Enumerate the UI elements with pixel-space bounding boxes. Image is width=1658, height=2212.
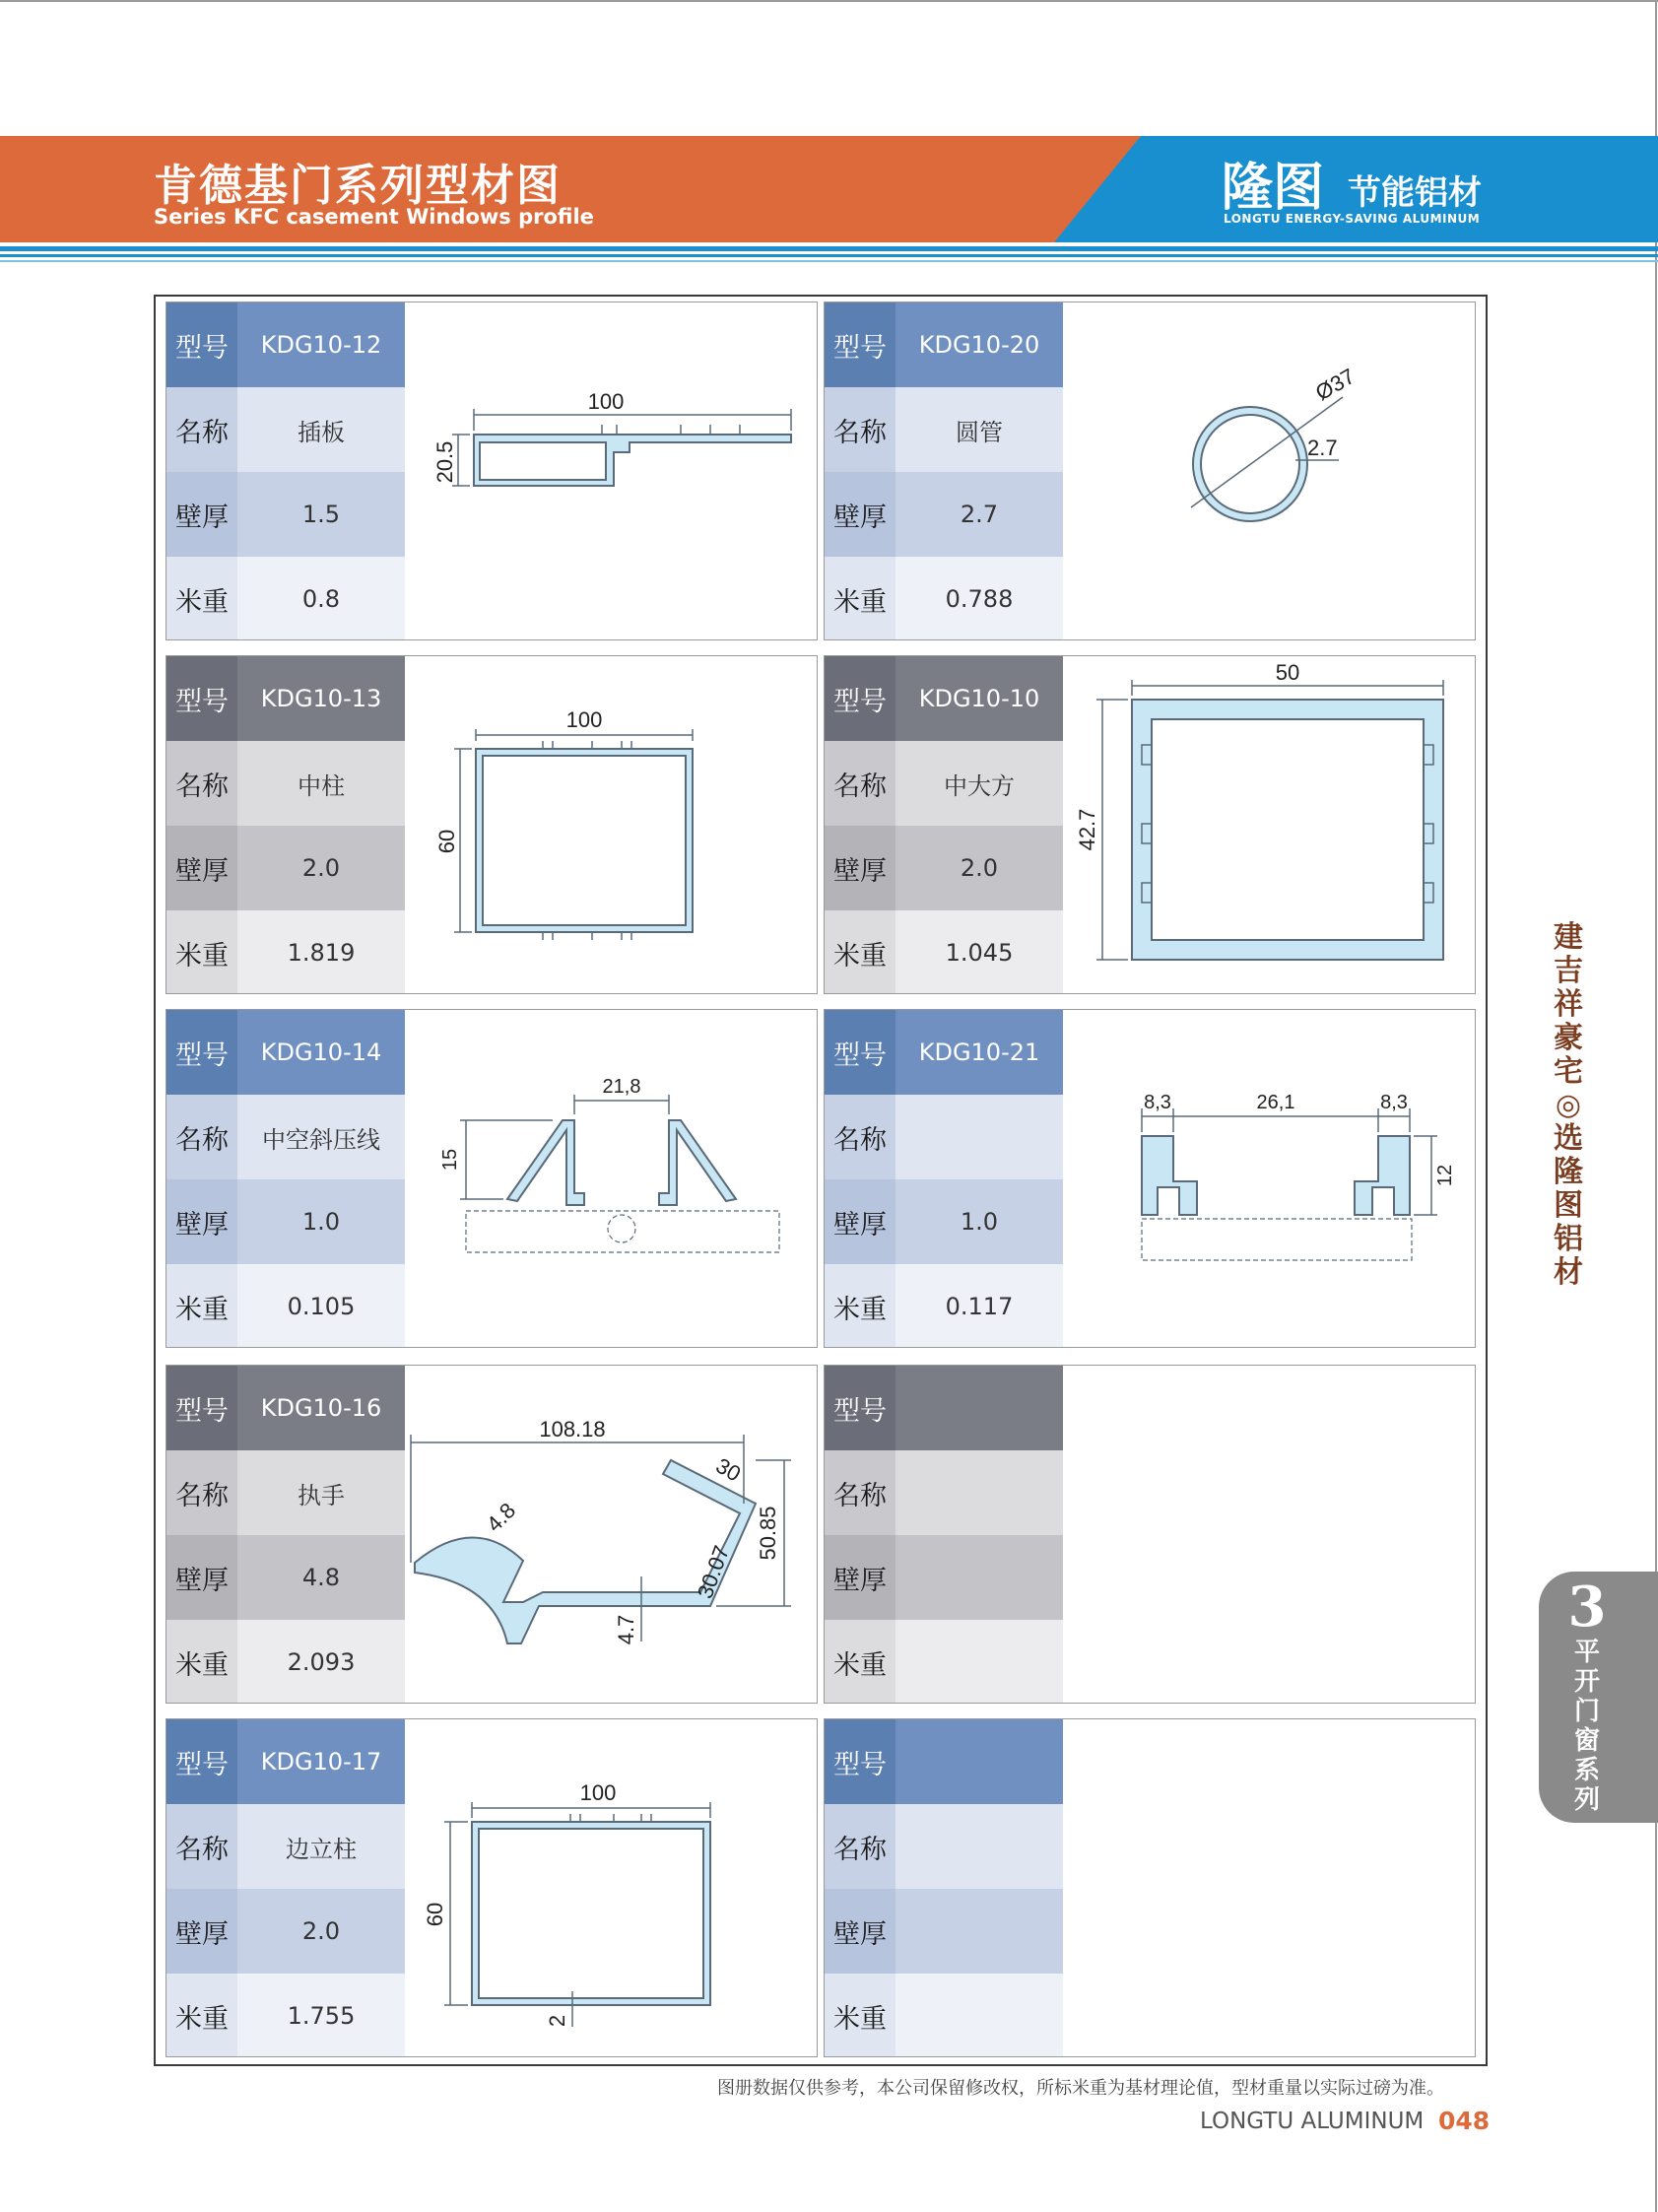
dim-top: 30: [711, 1452, 746, 1487]
name-value: [895, 1450, 1063, 1535]
profile-card: [824, 302, 1476, 640]
model-label: 型号: [166, 1366, 237, 1450]
dim-width: 100: [565, 707, 603, 732]
dim-middle: 26,1: [1256, 1092, 1295, 1113]
brand-logo-name: 隆图: [1222, 159, 1325, 218]
thickness-value: 1.0: [895, 1179, 1063, 1264]
dim-height: 50.85: [756, 1506, 780, 1561]
profile-drawing: [1063, 302, 1476, 640]
weight-label: 米重: [166, 1264, 237, 1348]
section-tab-number: 3: [1567, 1575, 1607, 1640]
dim-width: 50: [1275, 660, 1300, 685]
weight-value: 1.045: [895, 910, 1063, 994]
thickness-label: 壁厚: [166, 1535, 237, 1620]
thickness-label: 壁厚: [825, 1889, 895, 1974]
name-value: 边立柱: [237, 1804, 405, 1889]
profile-drawing: [405, 302, 818, 640]
dim-height: 15: [439, 1148, 461, 1172]
thickness-value: 1.5: [237, 472, 405, 557]
thickness-label: 壁厚: [166, 472, 237, 557]
model-value: KDG10-21: [895, 1010, 1063, 1095]
profile-card: [824, 655, 1476, 994]
thickness-label: 壁厚: [825, 1179, 895, 1264]
model-label: 型号: [825, 656, 895, 741]
model-label: 型号: [825, 1366, 895, 1450]
section-tab-label: 平开门窗系列: [1573, 1638, 1600, 1815]
name-label: 名称: [166, 741, 237, 826]
dim-width: 100: [587, 389, 625, 414]
name-value: 中柱: [237, 741, 405, 826]
weight-value: 1.819: [237, 910, 405, 994]
profile-card: [166, 1009, 818, 1348]
name-value: 执手: [237, 1450, 405, 1535]
footer-brand: LONGTU ALUMINUM: [1200, 2109, 1425, 2134]
name-value: 插板: [237, 387, 405, 472]
weight-value: [895, 1620, 1063, 1704]
profile-card: [166, 1718, 818, 2057]
profile-card: [166, 655, 818, 994]
weight-value: 0.788: [895, 557, 1063, 640]
weight-label: 米重: [825, 557, 895, 640]
dim-height: 60: [423, 1902, 447, 1927]
thickness-value: 1.0: [237, 1179, 405, 1264]
weight-value: 0.117: [895, 1264, 1063, 1348]
thickness-value: [895, 1889, 1063, 1974]
dim-wall: 2.7: [1307, 436, 1338, 460]
weight-label: 米重: [166, 1974, 237, 2057]
model-value: KDG10-14: [237, 1010, 405, 1095]
thickness-label: 壁厚: [166, 1179, 237, 1264]
page-title: 肯德基门系列型材图: [154, 161, 562, 211]
model-value: [895, 1366, 1063, 1450]
dim-bottom: 4.7: [614, 1614, 638, 1645]
weight-value: 0.8: [237, 557, 405, 640]
profile-drawing: [405, 1366, 818, 1704]
name-value: 中空斜压线: [237, 1095, 405, 1179]
weight-label: 米重: [825, 1974, 895, 2057]
page-number: 048: [1438, 2107, 1491, 2135]
brand-tagline: 节能铝材: [1348, 173, 1482, 213]
thickness-value: 2.0: [237, 1889, 405, 1974]
dim-height: 20.5: [432, 440, 457, 484]
model-value: KDG10-20: [895, 302, 1063, 387]
profile-drawing: [405, 1719, 818, 2057]
thickness-value: 2.0: [237, 826, 405, 910]
model-label: 型号: [825, 1010, 895, 1095]
brand-english: LONGTU ENERGY-SAVING ALUMINUM: [1224, 212, 1481, 226]
thickness-label: 壁厚: [825, 826, 895, 910]
weight-label: 米重: [825, 1264, 895, 1348]
name-value: 中大方: [895, 741, 1063, 826]
model-label: 型号: [166, 1010, 237, 1095]
model-value: KDG10-10: [895, 656, 1063, 741]
weight-value: 2.093: [237, 1620, 405, 1704]
profile-drawing: [1063, 1366, 1476, 1704]
name-label: 名称: [166, 1095, 237, 1179]
thickness-label: 壁厚: [166, 1889, 237, 1974]
weight-label: 米重: [166, 557, 237, 640]
dim-left: 8,3: [1144, 1092, 1171, 1113]
model-label: 型号: [825, 302, 895, 387]
dim-width: 21,8: [602, 1076, 641, 1098]
dim-width: 108.18: [539, 1417, 606, 1441]
model-value: KDG10-12: [237, 302, 405, 387]
model-value: KDG10-13: [237, 656, 405, 741]
profile-card: [166, 302, 818, 640]
model-value: KDG10-16: [237, 1366, 405, 1450]
dim-diag: 30.07: [692, 1542, 735, 1602]
weight-label: 米重: [825, 910, 895, 994]
weight-label: 米重: [166, 910, 237, 994]
thickness-value: [895, 1535, 1063, 1620]
profile-drawing: [1063, 1010, 1476, 1348]
model-label: 型号: [166, 302, 237, 387]
name-label: 名称: [825, 1095, 895, 1179]
model-value: KDG10-17: [237, 1719, 405, 1804]
name-label: 名称: [825, 1804, 895, 1889]
dim-right: 8,3: [1380, 1092, 1408, 1113]
weight-label: 米重: [825, 1620, 895, 1704]
dim-wall: 4.8: [481, 1498, 521, 1537]
dim-height: 12: [1434, 1164, 1456, 1187]
page-border-top: [0, 0, 1658, 2]
name-label: 名称: [825, 741, 895, 826]
dim-diameter: Ø37: [1311, 363, 1360, 406]
profile-card: [824, 1009, 1476, 1348]
profile-card: [166, 1365, 818, 1704]
thickness-label: 壁厚: [825, 472, 895, 557]
name-value: [895, 1095, 1063, 1179]
name-label: 名称: [166, 1450, 237, 1535]
name-label: 名称: [825, 387, 895, 472]
thickness-value: 2.0: [895, 826, 1063, 910]
thickness-label: 壁厚: [825, 1535, 895, 1620]
weight-value: 1.755: [237, 1974, 405, 2057]
header-stripe: [0, 260, 1658, 262]
footer-disclaimer: 图册数据仅供参考，本公司保留修改权，所标米重为基材理论值，型材重量以实际过磅为准。: [717, 2078, 1444, 2099]
model-label: 型号: [166, 1719, 237, 1804]
header-stripe: [0, 246, 1658, 251]
profile-drawing: [1063, 1719, 1476, 2057]
dim-width: 100: [579, 1780, 617, 1805]
name-label: 名称: [166, 387, 237, 472]
profile-drawing: [405, 656, 818, 994]
weight-value: [895, 1974, 1063, 2057]
profile-drawing: [405, 1010, 818, 1348]
side-slogan: 建吉祥豪宅◎选隆图铝材: [1554, 920, 1583, 1290]
thickness-value: 4.8: [237, 1535, 405, 1620]
profile-card: [824, 1718, 1476, 2057]
model-value: [895, 1719, 1063, 1804]
dim-wall: 2: [545, 2014, 569, 2028]
page-border-right: [1655, 0, 1657, 2212]
thickness-label: 壁厚: [166, 826, 237, 910]
name-label: 名称: [825, 1450, 895, 1535]
profile-card: [824, 1365, 1476, 1704]
name-value: 圆管: [895, 387, 1063, 472]
profile-drawing: [1063, 656, 1476, 994]
page-subtitle: Series KFC casement Windows profile: [154, 205, 594, 229]
model-label: 型号: [166, 656, 237, 741]
name-value: [895, 1804, 1063, 1889]
weight-label: 米重: [166, 1620, 237, 1704]
dim-height: 60: [434, 829, 459, 854]
weight-value: 0.105: [237, 1264, 405, 1348]
model-label: 型号: [825, 1719, 895, 1804]
dim-height: 42.7: [1075, 808, 1099, 851]
name-label: 名称: [166, 1804, 237, 1889]
thickness-value: 2.7: [895, 472, 1063, 557]
header-stripe: [0, 254, 1658, 257]
